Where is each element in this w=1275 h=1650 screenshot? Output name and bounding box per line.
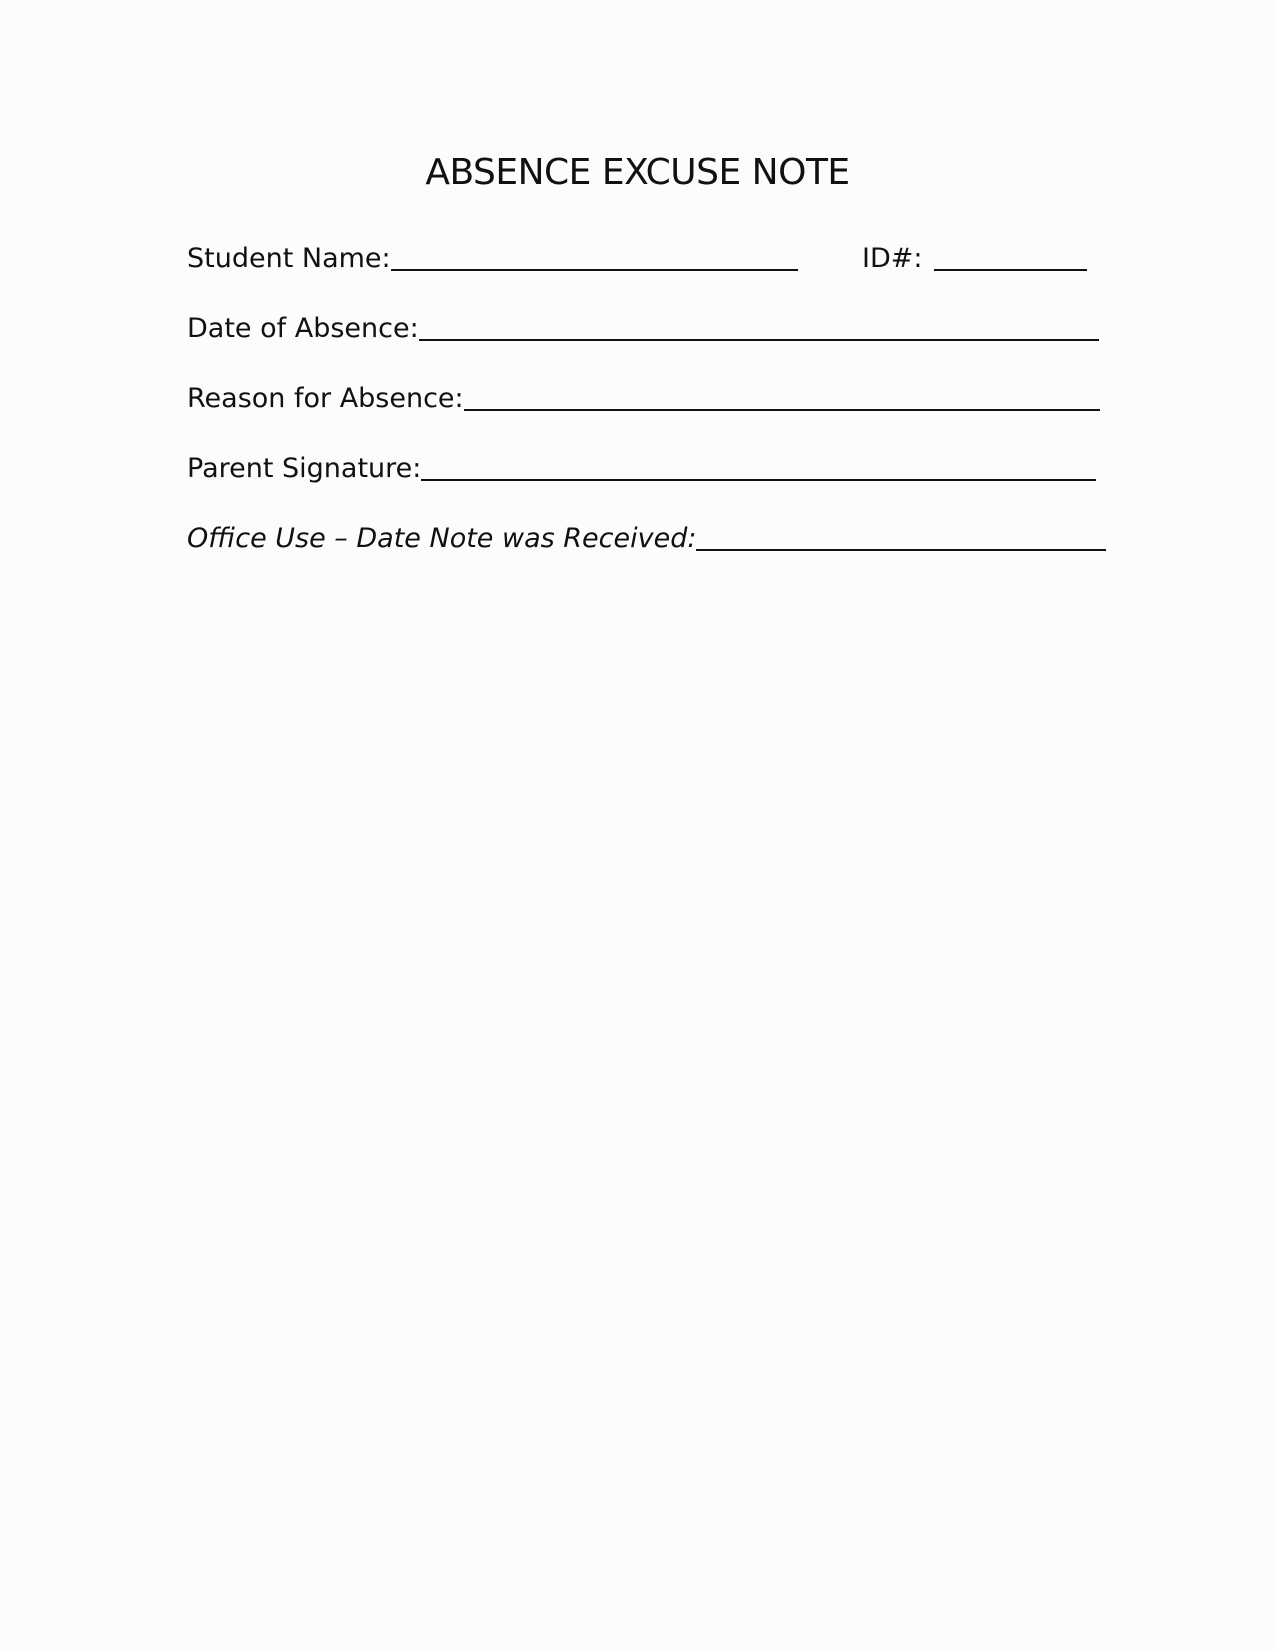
date-of-absence-blank[interactable] [419,339,1099,341]
office-use-blank[interactable] [696,549,1106,551]
reason-row [187,382,1100,416]
reason-blank[interactable] [464,409,1100,411]
student-name-blank[interactable] [391,269,798,271]
parent-signature-label: Parent Signature: [187,453,422,484]
student-name-row [187,242,798,276]
student-name-label: Student Name: [187,243,391,274]
office-use-row [187,522,1106,556]
date-of-absence-label: Date of Absence: [187,313,419,344]
parent-signature-row [187,452,1096,486]
reason-label: Reason for Absence: [187,383,464,414]
id-label: ID#: [862,243,923,274]
parent-signature-blank[interactable] [421,479,1096,481]
office-use-label: Office Use – Date Note was Received: [187,523,697,554]
id-blank[interactable] [934,269,1087,271]
id-row [862,242,1087,276]
document-title: ABSENCE EXCUSE NOTE [425,152,850,193]
date-of-absence-row [187,312,1099,346]
